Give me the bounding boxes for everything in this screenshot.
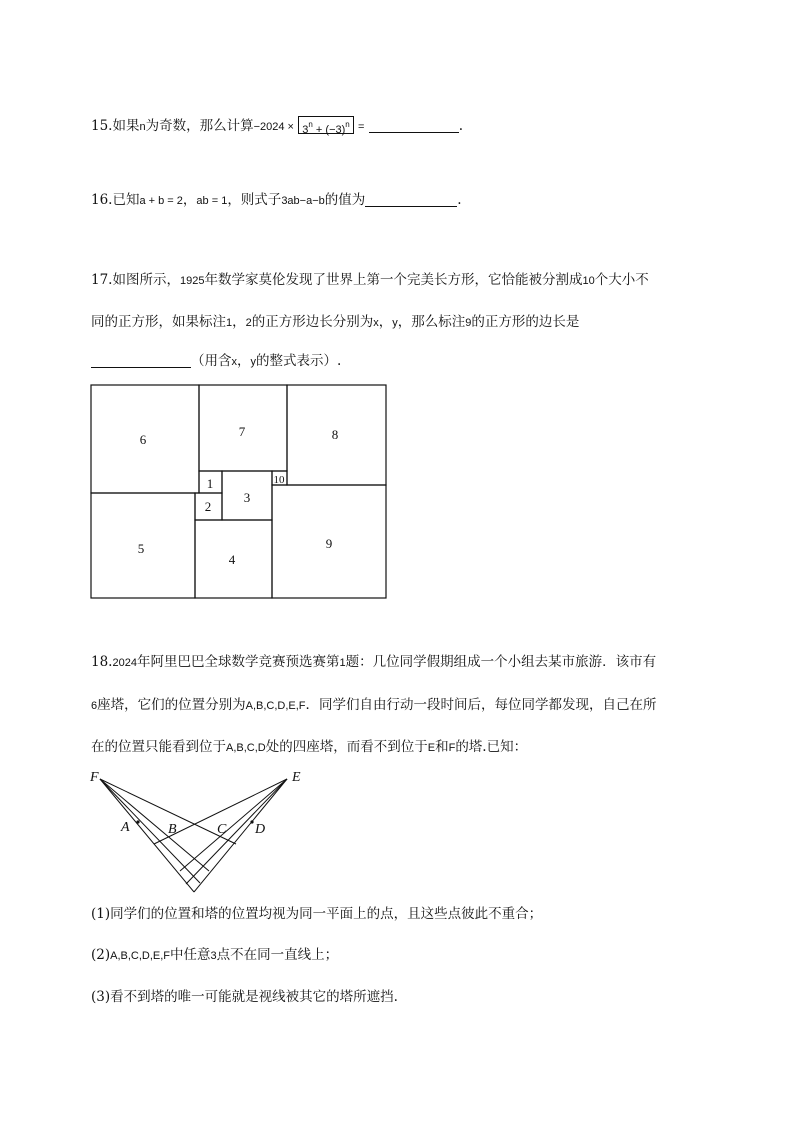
q17-label-9: 9: [465, 317, 472, 329]
q15-plus: +: [315, 124, 323, 136]
q18-points-all: A,B,C,D,E,F: [245, 700, 306, 712]
q18-cond-1-text: (1)同学们的位置和塔的位置均视为同一平面上的点，且这些点彼此不重合；: [91, 906, 543, 922]
q17-text-2: 年数学家莫伦发现了世界上第一个完美长方形，它恰能被分割成: [204, 272, 583, 288]
perfect-rectangle-figure: [90, 384, 388, 600]
question-17-line-3: [91, 352, 341, 371]
q17-label-2: 2: [245, 317, 252, 329]
q17-comma-3: ，: [237, 353, 251, 369]
q18-text-6: 处的四座塔，而看不到位于: [265, 739, 428, 755]
q17-var-x-2: x: [231, 356, 237, 368]
tower-label-f: F: [90, 770, 99, 785]
q16-text-1: 已知: [112, 192, 140, 208]
line-f-2: [100, 779, 200, 883]
q15-bracket-expression: [298, 116, 353, 134]
q18-cond-3-text: (3)看不到塔的唯一可能就是视线被其它的塔所遮挡.: [91, 989, 398, 1005]
q16-text-2: ，则式子: [227, 192, 282, 208]
square-label-1: 1: [206, 476, 214, 491]
q17-text-1: 如图所示，: [112, 272, 180, 288]
tower-dot-a: [136, 820, 139, 823]
tower-label-e: E: [292, 770, 301, 785]
square-label-10: 10: [273, 474, 285, 486]
q15-answer-blank[interactable]: [369, 118, 459, 133]
q16-number: 16.: [91, 192, 113, 208]
q17-text-6: ，那么标注: [397, 314, 466, 330]
q18-qnum: 1: [339, 657, 346, 669]
q15-exp-n2: n: [345, 120, 350, 129]
question-17-line-1: [91, 271, 649, 290]
q15-exp-n: n: [308, 120, 313, 129]
tower-label-c: C: [217, 822, 227, 837]
tower-lines-figure: [86, 765, 326, 897]
q18-text-5: 在的位置只能看到位于: [91, 739, 226, 755]
q18-condition-1: [91, 905, 542, 923]
q18-cond-2-text-2: 点不在同一直线上；: [216, 947, 339, 963]
q16-sep: ，: [182, 192, 197, 208]
q17-text-4: 同的正方形，如果标注: [91, 314, 226, 330]
q17-text-3: 个大小不: [594, 272, 649, 288]
square-label-2: 2: [204, 499, 212, 514]
square-label-3: 3: [243, 490, 251, 505]
question-17-line-2: [91, 313, 579, 332]
q17-text-8: （用含: [191, 353, 232, 369]
q18-text-4: ．同学们自由行动一段时间后，每位同学都发现，自己在所: [305, 697, 657, 713]
q17-number: 17.: [91, 272, 113, 288]
square-label-7: 7: [238, 424, 246, 439]
q18-text-2: 题：几位同学假期组成一个小组去某市旅游．该市有: [345, 654, 657, 670]
q17-var-y-2: y: [250, 356, 256, 368]
q18-point-f: F: [448, 742, 456, 754]
q16-end: .: [457, 192, 462, 208]
q17-text-7: 的正方形的边长是: [471, 314, 580, 330]
q16-cond-1: a + b = 2: [139, 195, 183, 207]
q17-label-1: 1: [226, 317, 233, 329]
tower-label-d: D: [255, 822, 266, 837]
q15-base-3: 3: [302, 124, 309, 136]
q18-text-7: 的塔.已知：: [455, 739, 528, 755]
q18-number: 18.: [91, 654, 113, 670]
q17-text-5: 的正方形边长分别为: [251, 314, 374, 330]
tower-label-a: A: [121, 820, 130, 835]
q17-var-x: x: [373, 317, 379, 329]
q18-count-6: 6: [91, 700, 98, 712]
q18-and: 和: [435, 739, 449, 755]
question-18-line-2: [91, 696, 657, 715]
q15-end: .: [458, 118, 464, 134]
question-15: [91, 116, 463, 136]
question-18-line-1: [91, 653, 656, 672]
square-label-4: 4: [228, 552, 236, 567]
q16-text-3: 的值为: [324, 192, 366, 208]
tower-label-b: B: [168, 822, 177, 837]
q18-condition-2: [91, 946, 338, 965]
q17-comma-1: ，: [232, 314, 246, 330]
q17-answer-blank[interactable]: [91, 353, 191, 368]
q15-equals: =: [358, 121, 365, 133]
line-e-2: [186, 779, 287, 884]
q17-var-y: y: [392, 317, 398, 329]
square-label-5: 5: [137, 541, 145, 556]
square-label-6: 6: [139, 432, 147, 447]
square-label-8: 8: [331, 427, 339, 442]
square-label-9: 9: [325, 536, 333, 551]
q18-cond-2-three: 3: [210, 950, 217, 962]
q17-text-9: 的整式表示）.: [256, 353, 342, 369]
q18-cond-2-prefix: (2): [91, 947, 111, 963]
question-16: [91, 191, 462, 210]
line-e-1: [194, 779, 287, 892]
q16-cond-2: ab = 1: [196, 195, 228, 207]
q18-cond-2-text-1: 中任意: [170, 947, 211, 963]
line-f-1: [100, 779, 194, 892]
q15-expr-a: −2024 ×: [253, 121, 294, 133]
q18-point-e: E: [427, 742, 436, 754]
q15-text-1: 如果: [112, 118, 140, 134]
q18-year: 2024: [112, 657, 137, 669]
tower-dot-d: [250, 820, 253, 823]
q18-condition-3: [91, 988, 398, 1006]
q15-var-n: n: [139, 121, 146, 133]
q16-expression: 3ab−a−b: [281, 195, 325, 207]
q18-cond-2-points: A,B,C,D,E,F: [110, 950, 171, 962]
question-18-line-3: [91, 738, 527, 757]
q17-year: 1925: [179, 275, 205, 287]
q18-text-3: 座塔，它们的位置分别为: [97, 697, 246, 713]
q15-text-2: 为奇数，那么计算: [145, 118, 254, 134]
q18-text-1: 年阿里巴巴全球数学竞赛预选赛第: [136, 654, 340, 670]
q18-points-abcd: A,B,C,D: [226, 742, 266, 754]
q15-number: 15.: [91, 118, 113, 134]
q16-answer-blank[interactable]: [365, 192, 457, 207]
q17-count: 10: [582, 275, 595, 287]
q15-neg3: (−3): [325, 124, 346, 136]
q17-comma-2: ，: [378, 314, 393, 330]
